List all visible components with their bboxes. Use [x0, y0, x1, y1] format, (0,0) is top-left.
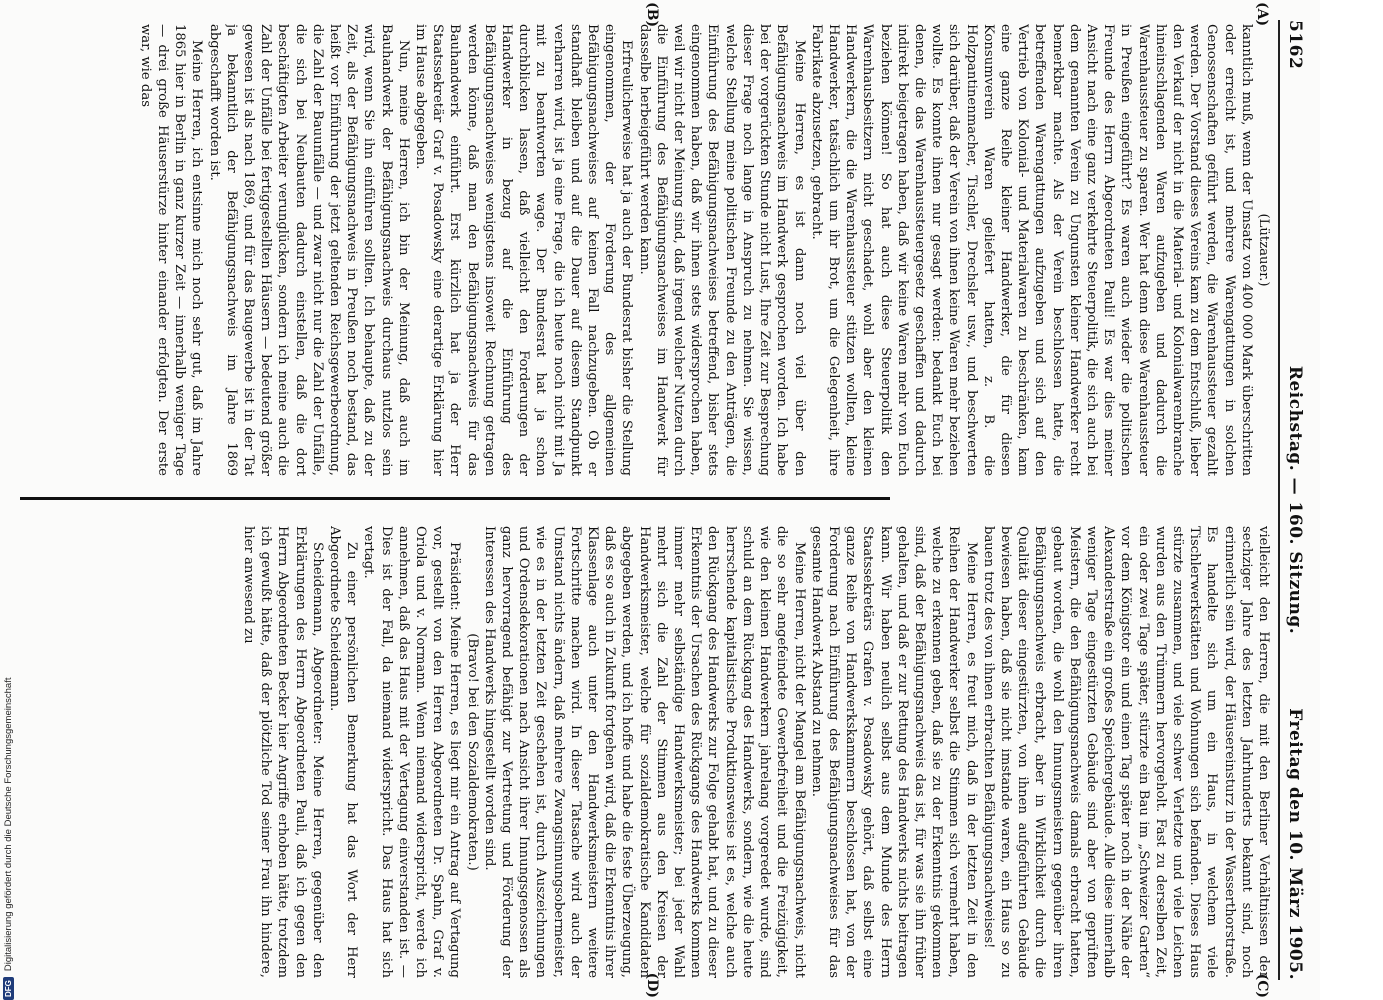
right-column — [14, 526, 1272, 978]
paragraph: Erfreulicherweise hat ja auch der Bundesrat bisher die Stellung eingenommen, der Forderung des allgemeinen Befähigungsnachweises auf keinen Fall nachzugeben. Ob er standhaft bleiben und auf die Dauer auf diesem Standpunkt verharren wird, ist ja eine Frage, die ich heute noch nicht mit Ja mit zu beantworten wage. Der Bundesrat hat ja schon durchblicken lassen, daß vielleicht den Forderungen der Handwerker in bezug auf die Einführung des Befähigungsnachweises wenigstens insoweit Rechnung getragen werden könne, daß man den Befähigungsnachweis für das Bauhandwerk einführt. Erst kürzlich hat ja der Herr Staatssekretär Graf v. Posadowsky eine derartige Erklärung hier im Hause abgegeben. — [413, 24, 635, 476]
margin-marker-b: (B) — [644, 2, 660, 28]
dfg-logo: DFG — [3, 977, 14, 1000]
paragraph: Meine Herren, nicht der Mangel am Befähigungsnachweis, nicht die so sehr angefeindete Gewerbefreiheit und die Freizügigkeit, wie den kleinen Handwerkern jahrelang vorgeredet wurde, sind schuld an dem Rückgang des Handwerks, sondern, wie die heute herrschende kapitalistische Produktionsweise ist es, welche auch den Rückgang des Handwerks zur Folge gehabt hat, und zu dieser Erkenntnis der Ursachen des Rückgangs des Handwerks kommen immer mehr selbständige Handwerksmeister; bei jeder Wahl mehrt sich die Zahl der Stimmen aus den Kreisen der Handwerksmeister, welche für sozialdemokratische Kandidaten abgegeben werden, und ich hoffe und habe die feste Überzeugung, daß es so auch in Zukunft fortgehen wird, daß die Erkenntnis ihrer Klassenlage auch unter den Handwerksmeistern weitere Fortschritte machen wird. In dieser Tatsache wird auch der Umstand nichts ändern, daß mehrere Zwangsinnungsobermeister, wie es in der letzten Zeit geschehen ist, durch Auszeichnungen und Ordensdekorationen nach Ansicht ihrer Innungsgenossen als ganz hervorragend befähigt zur Vertretung und Förderung der Interessen des Handwerks hingestellt worden sind. — [481, 526, 807, 978]
header-title: Reichstag. — 160. Sitzung. — [1285, 365, 1305, 635]
footer-text: Digitalisierung gefördert durch die Deutsche Forschungsgemeinschaft — [2, 677, 14, 972]
left-column — [14, 24, 1272, 476]
paragraph: Nun, meine Herren, ich bin der Meinung, daß auch im Bauhandwerk der Befähigungsnachweis durchaus nutzlos sein wird, wenn Sie ihn einführen sollten. Ich behaupte, daß zu der Zeit, als der Befähigungsnachweis in Preußen noch bestand, das heißt vor Einführung der jetzt geltenden Reichsgewerbeordnung, die Zahl der Bauunfälle — und zwar nicht nur die Zahl der Unfälle, die sich bei Neubauten dadurch einstellen, daß die dort beschäftigten Arbeiter verunglücken, sondern ich meine auch die Zahl der Unfälle bei fertiggestellten Häusern — bedeutend größer gewesen ist als nach 1869, und für das Baugewerbe ist in der Tat ja bekanntlich der Befähigungsnachweis im Jahre 1869 abgeschafft worden ist. — [206, 24, 411, 476]
margin-marker-d: (D) — [644, 972, 660, 998]
paragraph: vielleicht den Herren, die mit den Berliner Verhältnissen der sechziger Jahre des letzten Jahrhunderts bekannt sind, noch erinnerlich sein wird, der Häusereinsturz in der Wasserthorstraße. Es handelte sich um ein Haus, in welchem viele Tischlerwerkstätten und Wohnungen sich befanden. Dieses Haus stürzte zusammen, und viele schwer Verletzte und viele Leichen wurden aus den Trümmern hervorgeholt. Fast zu derselben Zeit, ein oder zwei Tage später, stürzte ein Bau im „Schweizer Garten“ vor dem Königstor ein und einen Tag später noch in der Nähe der Alexanderstraße ein großes Speichergebäude. Alle diese innerhalb weniger Tage eingestürzten Gebäude sind aber von geprüften Meistern, die den Befähigungsnachweis damals erbracht hatten, gebaut worden, die wohl den Innungsmeistern gegenüber ihren Befähigungsnachweis erbracht, aber in Wirklichkeit durch die Qualität dieser eingestürzten, von ihnen aufgeführten Gebäude bewiesen haben, daß sie nicht imstande waren, ein Haus so zu bauen trotz des von ihnen erbrachten Befähigungsnachweises! — [980, 526, 1271, 978]
applause-note: (Bravo! bei den Sozialdemokraten.) — [464, 633, 480, 871]
margin-marker-c: (C) — [1254, 973, 1270, 998]
page-header — [1278, 20, 1310, 980]
paragraph: kanntlich muß, wenn der Umsatz von 400 000 Mark überschritten oder erreicht ist, und mehrere Warengattungen in solchen Genossenschaften geführt werden, die Warenhaussteuer gezahlt werden. Der Vorstand dieses Vereins kam zu dem Entschluß, lieber den Verkauf der nicht in die Material- und Kolonialwarenbranche hineinschlagenden Waren aufzugeben und dadurch die Warenhaussteuer zu sparen. Wer hat denn diese Warenhaussteuer in Preußen eingeführt? Es waren auch wieder die politischen Freunde des Herrn Abgeordneten Pauli! Es war dies meiner Ansicht nach eine ganz verkehrte Steuerpolitik, die sich auch bei dem genannten Verein zu Ungunsten kleiner Handwerker recht bemerkbar machte. Als der Verein beschlossen hatte, die betreffenden Warengattungen aufzugeben und sich auf den Vertrieb von Kolonial- und Materialwaren zu beschränken, kam eine ganze Reihe kleiner Handwerker, die für diesen Konsumverein Waren geliefert hatten, z. B. die Holzpantinenmacher, Tischler, Drechsler usw., und beschwerten sich darüber, daß der Verein von ihnen keine Waren mehr beziehen wollte. Es konnte ihnen nur gesagt werden: bedankt Euch bei denen, die das Warenhaussteuergesetz geschaffen und dadurch indirekt beigetragen haben, daß wir keine Waren mehr von Euch beziehen können! So hat auch diese Steuerpolitik den Warenhausbesitzern nicht geschadet, wohl aber den kleinen Handwerkern, die die Warenhaussteuer stützen wollten, kleine Handwerker, tatsächlich um ihr Brot, um die Gelegenheit, ihre Fabrikate abzusetzen, gebracht. — [808, 24, 1254, 476]
margin-marker-a: (A) — [1254, 2, 1270, 27]
scheidemann-paragraph: Scheidemann, Abgeordneter: Meine Herren, gegenüber den Erklärungen des Herrn Abgeordneten Pauli, daß ich gegen den Herrn Abgeordneten Becker hier Angriffe erhoben hätte, trotzdem ich gewußt hätte, daß der plötzliche Tod seiner Frau ihn hindere, hier anwesend zu — [241, 526, 325, 978]
president-paragraph: Präsident: Meine Herren, es liegt mir ein Antrag auf Vertagung vor, gestellt von den Herren Abgeordneten Dr. Spahn, Graf v. Oriola und v. Normann. Wenn niemand widerspricht, werde ich annehmen, daß das Haus mit der Vertagung einverstanden ist. — Dies ist der Fall, da niemand widerspricht. Das Haus hat sich vertagt. — [361, 526, 463, 978]
paragraph: Zu einer persönlichen Bemerkung hat das Wort der Herr Abgeordnete Scheidemann. — [327, 526, 360, 978]
page-number: 5162 — [1285, 20, 1305, 70]
digitization-footer — [0, 0, 16, 1000]
paragraph: Meine Herren, es ist dann noch viel über den Befähigungsnachweis im Handwerk gesprochen worden. Ich habe bei der vorgerückten Stunde nicht Lust, Ihre Zeit zur Besprechung dieser Frage noch lange in Anspruch zu nehmen. Sie wissen, welche Stellung meine politischen Freunde zu den Anträgen, die Einführung des Befähigungsnachweises betreffend, bisher stets eingenommen haben, daß wir ihnen stets widersprochen haben, weil wir nicht der Meinung sind, daß irgend welcher Nutzen durch die Einführung des Befähigungsnachweises im Handwerk für dasselbe herbeigeführt werden kann. — [636, 24, 807, 476]
speaker-label: (Lützauer.) — [1256, 213, 1271, 287]
header-date: Freitag den 10. März 1905. — [1285, 708, 1305, 980]
column-divider — [20, 497, 890, 500]
paragraph: Meine Herren, es freut mich, daß in der letzten Zeit in den Reihen der Handwerker selbst die Stimmen sich vermehrt haben, welche zu erkennen geben, daß sie zu der Erkenntnis gekommen sind, daß der Befähigungsnachweis das ist, für was sie ihn früher gehalten, und daß er zur Rettung des Handwerks nichts beitragen kann. Wir haben neulich selbst aus dem Munde des Herrn Staatssekretärs Grafen v. Posadowsky gehört, daß selbst eine ganze Reihe von Handwerkskammern beschlossen hat, von der Forderung nach Einführung des Befähigungsnachweises für das gesamte Handwerk Abstand zu nehmen. — [808, 526, 979, 978]
paragraph: Meine Herren, ich entsinne mich noch sehr gut, daß im Jahre 1865 hier in Berlin in ganz kurzer Zeit — innerhalb weniger Tage — drei große Häuserstürze hinter einander erfolgten. Der erste war, wie das — [137, 24, 205, 476]
